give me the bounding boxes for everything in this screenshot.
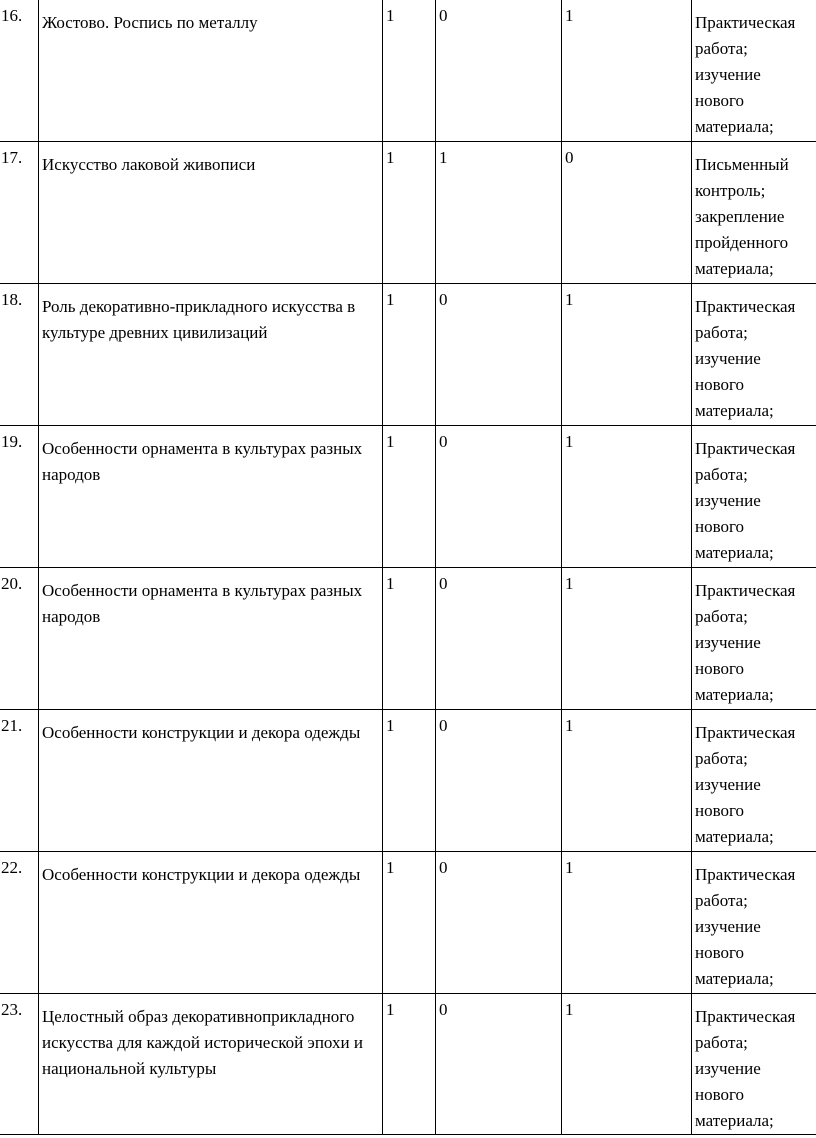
hours-theory: 0 — [436, 710, 562, 852]
control-form: Практическая работа; изучение нового материала; — [692, 284, 816, 426]
hours-practice: 1 — [562, 284, 692, 426]
lesson-number: 18. — [0, 284, 39, 426]
hours-practice: 1 — [562, 994, 692, 1135]
hours-total: 1 — [383, 0, 436, 142]
lesson-number: 19. — [0, 426, 39, 568]
control-form: Практическая работа; изучение нового материала; — [692, 426, 816, 568]
control-form: Практическая работа; изучение нового материала; — [692, 0, 816, 142]
hours-total: 1 — [383, 994, 436, 1135]
lesson-number: 22. — [0, 852, 39, 994]
lesson-topic: Целостный образ декоративноприкладного искусства для каждой исторической эпохи и национальной культуры — [39, 994, 383, 1135]
hours-practice: 1 — [562, 0, 692, 142]
hours-theory: 1 — [436, 142, 562, 284]
hours-total: 1 — [383, 284, 436, 426]
table-row — [0, 852, 816, 994]
hours-practice: 1 — [562, 710, 692, 852]
lesson-topic: Особенности конструкции и декора одежды — [39, 710, 383, 852]
hours-theory: 0 — [436, 0, 562, 142]
lesson-number: 21. — [0, 710, 39, 852]
hours-total: 1 — [383, 710, 436, 852]
hours-practice: 1 — [562, 852, 692, 994]
hours-total: 1 — [383, 852, 436, 994]
hours-total: 1 — [383, 426, 436, 568]
hours-theory: 0 — [436, 426, 562, 568]
hours-practice: 0 — [562, 142, 692, 284]
hours-practice: 1 — [562, 426, 692, 568]
hours-theory: 0 — [436, 284, 562, 426]
table-row — [0, 710, 816, 852]
lesson-topic: Жостово. Роспись по металлу — [39, 0, 383, 142]
control-form: Письменный контроль; закрепление пройденного материала; — [692, 142, 816, 284]
hours-theory: 0 — [436, 852, 562, 994]
hours-total: 1 — [383, 568, 436, 710]
table-row — [0, 568, 816, 710]
control-form: Практическая работа; изучение нового материала; — [692, 994, 816, 1135]
hours-practice: 1 — [562, 568, 692, 710]
control-form: Практическая работа; изучение нового материала; — [692, 710, 816, 852]
lesson-topic: Особенности орнамента в культурах разных народов — [39, 426, 383, 568]
lesson-topic: Искусство лаковой живописи — [39, 142, 383, 284]
lesson-topic: Особенности орнамента в культурах разных народов — [39, 568, 383, 710]
table-row — [0, 0, 816, 142]
lesson-number: 20. — [0, 568, 39, 710]
table-row — [0, 994, 816, 1135]
control-form: Практическая работа; изучение нового материала; — [692, 568, 816, 710]
hours-theory: 0 — [436, 568, 562, 710]
lesson-number: 23. — [0, 994, 39, 1135]
table-row — [0, 142, 816, 284]
hours-theory: 0 — [436, 994, 562, 1135]
lesson-number: 16. — [0, 0, 39, 142]
hours-total: 1 — [383, 142, 436, 284]
table-row — [0, 284, 816, 426]
table-row — [0, 426, 816, 568]
lesson-topic: Особенности конструкции и декора одежды — [39, 852, 383, 994]
lesson-number: 17. — [0, 142, 39, 284]
control-form: Практическая работа; изучение нового материала; — [692, 852, 816, 994]
lesson-topic: Роль декоративно-прикладного искусства в культуре древних цивилизаций — [39, 284, 383, 426]
